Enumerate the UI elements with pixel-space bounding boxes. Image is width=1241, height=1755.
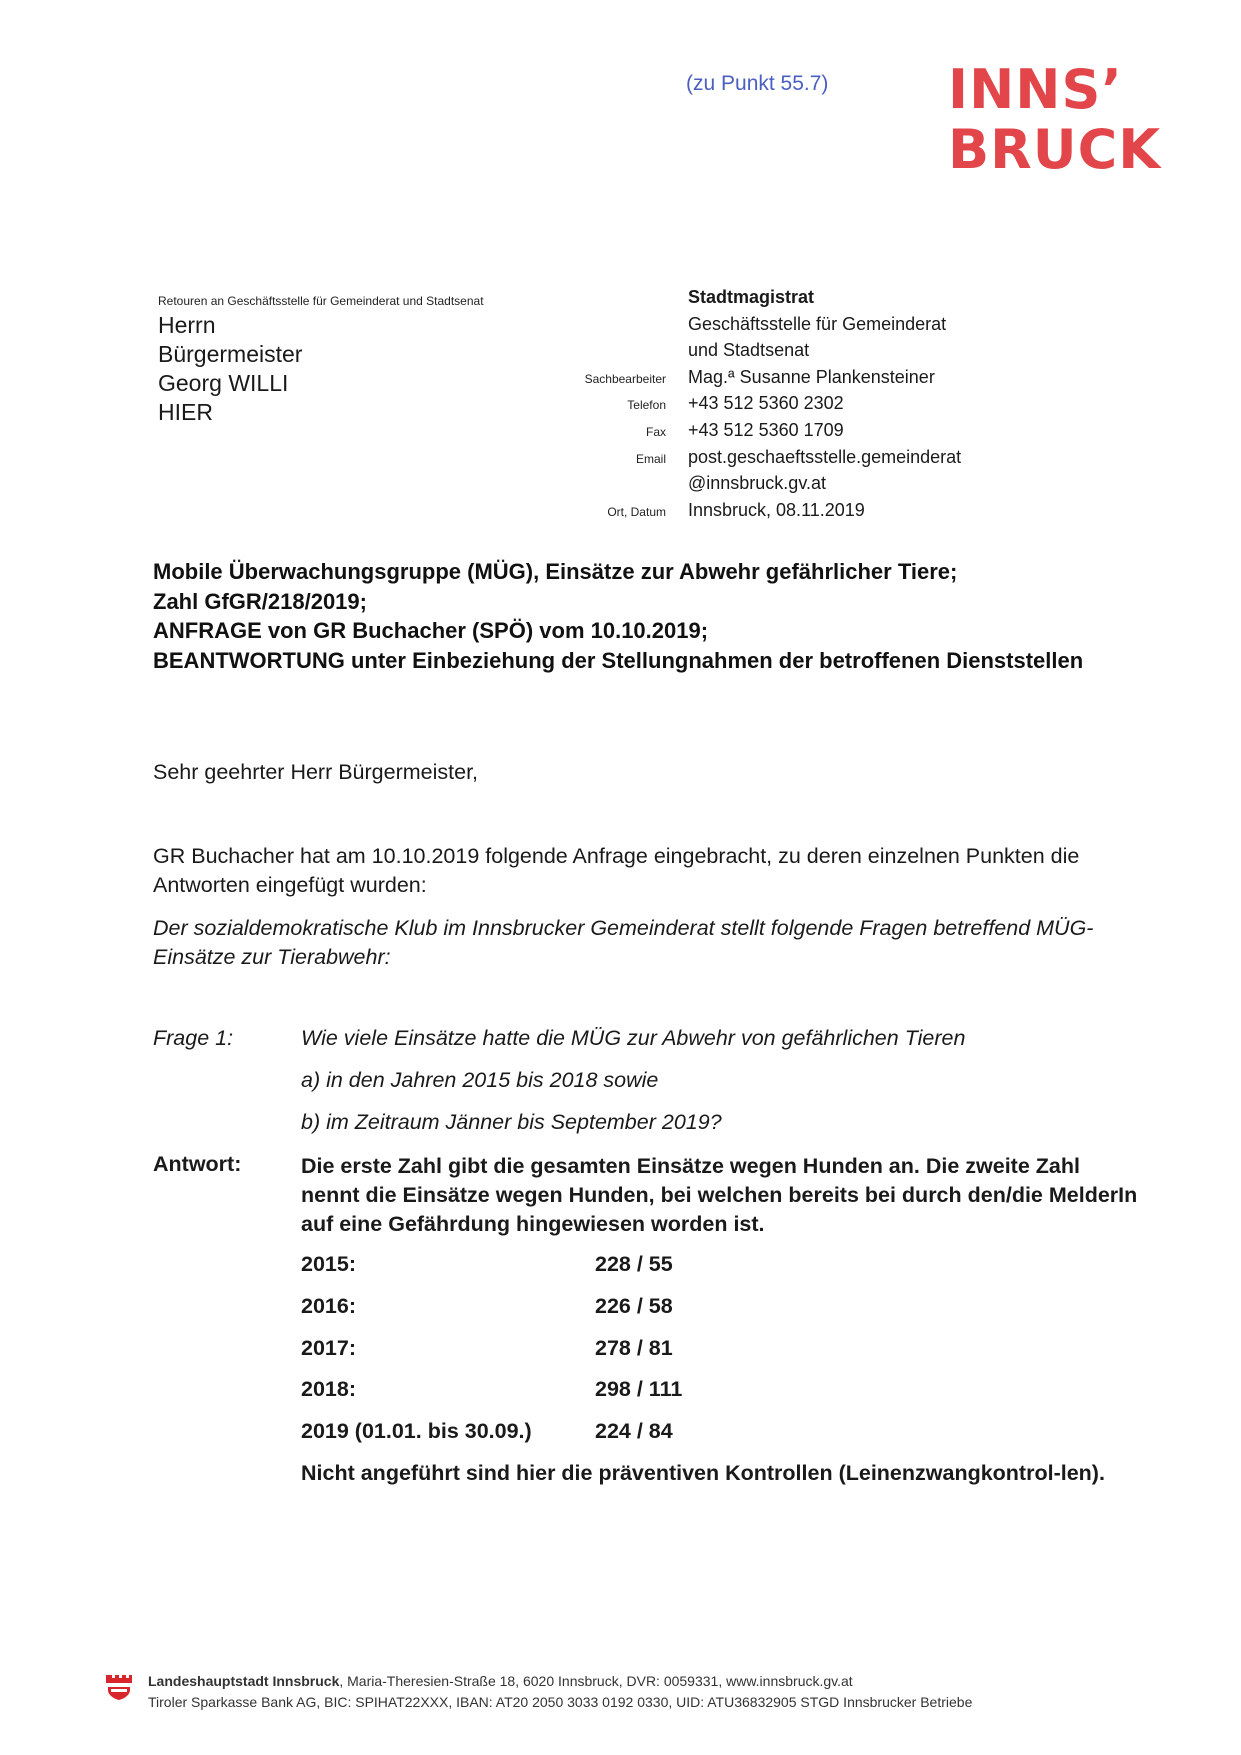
subject-line: BEANTWORTUNG unter Einbeziehung der Stellungnahmen der betroffenen Dienststellen — [153, 647, 1084, 673]
recipient-line: Georg WILLI — [158, 370, 289, 396]
question-label: Frage 1: — [153, 1026, 234, 1050]
inquiry-preamble: Der sozialdemokratische Klub im Innsbrucker Gemeinderat stellt folgende Fragen betreffend MÜG-Einsätze zur Tierabwehr: — [153, 916, 1094, 969]
phone-number: +43 512 5360 2302 — [688, 393, 844, 414]
deployment-statistics — [301, 1252, 682, 1461]
contact-value: Geschäftsstelle für Gemeinderat — [688, 313, 947, 334]
statistics-row — [301, 1336, 682, 1378]
city-crest-icon — [104, 1672, 134, 1702]
statistics-year: 2016: — [301, 1293, 356, 1318]
fax-number: +43 512 5360 1709 — [688, 419, 844, 440]
statistics-row — [301, 1377, 682, 1419]
contact-row — [540, 417, 1100, 444]
clerk-name: Mag.ª Susanne Plankensteiner — [688, 366, 935, 387]
contact-row — [540, 444, 1100, 471]
statistics-row — [301, 1294, 682, 1336]
question-line: Wie viele Einsätze hatte die MÜG zur Abwehr von gefährlichen Tieren — [301, 1026, 966, 1050]
contact-value: und Stadtsenat — [688, 340, 810, 361]
innsbruck-logo — [948, 56, 1190, 176]
recipient-line: Herrn — [158, 312, 216, 338]
subject-line: ANFRAGE von GR Buchacher (SPÖ) vom 10.10.2019; — [153, 618, 709, 643]
logo-line-1: INNS’ — [948, 58, 1123, 121]
statistics-year: 2017: — [301, 1335, 356, 1360]
statistics-year: 2015: — [301, 1252, 356, 1276]
contact-row — [540, 337, 1100, 364]
letter-footer — [148, 1671, 972, 1713]
place-date: Innsbruck, 08.11.2019 — [688, 499, 865, 520]
department-name: Stadtmagistrat — [688, 287, 815, 307]
contact-label: Sachbearbeiter — [584, 371, 666, 386]
recipient-address — [158, 311, 302, 427]
recipient-line: Bürgermeister — [158, 341, 303, 367]
recipient-line: HIER — [158, 399, 213, 425]
statistics-value: 226 / 58 — [595, 1293, 673, 1318]
footer-bank-line: Tiroler Sparkasse Bank AG, BIC: SPIHAT22XXX, IBAN: AT20 2050 3033 0192 0330, UID: ATU36832905 STGD Innsbrucker Betriebe — [148, 1694, 973, 1710]
statistics-year: 2019 (01.01. bis 30.09.) — [301, 1419, 532, 1444]
contact-label: Telefon — [627, 398, 666, 413]
sender-contact-block — [540, 284, 1100, 523]
footer-address: , Maria-Theresien-Straße 18, 6020 Innsbruck, DVR: 0059331, www.innsbruck.gv.at — [339, 1673, 853, 1689]
contact-label: Ort, Datum — [607, 504, 666, 519]
statistics-value: 278 / 81 — [595, 1335, 673, 1360]
answer-label: Antwort: — [153, 1152, 242, 1176]
return-address: Retouren an Geschäftsstelle für Gemeinderat und Stadtsenat — [158, 294, 484, 308]
footer-organization: Landeshauptstadt Innsbruck — [148, 1673, 340, 1689]
subject-line: Zahl GfGR/218/2019; — [153, 588, 367, 614]
contact-row — [540, 390, 1100, 417]
statistics-value: 298 / 111 — [595, 1377, 683, 1402]
statistics-value: 228 / 55 — [595, 1252, 673, 1276]
contact-row — [540, 311, 1100, 338]
logo-line-2: BRUCK — [948, 118, 1162, 176]
subject-heading — [153, 557, 1083, 675]
intro-paragraph: GR Buchacher hat am 10.10.2019 folgende Anfrage eingebracht, zu deren einzelnen Punkten die Antworten eingefügt wurden: — [153, 844, 1080, 897]
contact-row — [540, 364, 1100, 391]
contact-label: Email — [635, 451, 666, 466]
answer-note: Nicht angeführt sind hier die präventiven Kontrollen (Leinenzwangkontrol-len). — [301, 1461, 1105, 1485]
question-line: b) im Zeitraum Jänner bis September 2019? — [301, 1110, 722, 1134]
statistics-row — [301, 1252, 682, 1294]
agenda-item-note: (zu Punkt 55.7) — [686, 72, 829, 95]
footer-line — [148, 1671, 972, 1692]
contact-label: Fax — [645, 424, 666, 439]
answer-text: Die erste Zahl gibt die gesamten Einsätze wegen Hunden an. Die zweite Zahl nennt die Einsätze wegen Hunden, bei welchen bereits bei durch den/die MelderIn auf eine Gefährdung hingewiesen worden ist. — [301, 1154, 1138, 1236]
statistics-year: 2018: — [301, 1377, 356, 1402]
question-line: a) in den Jahren 2015 bis 2018 sowie — [301, 1068, 659, 1092]
statistics-row — [301, 1419, 682, 1461]
contact-row — [540, 470, 1100, 497]
subject-line: Mobile Überwachungsgruppe (MÜG), Einsätze zur Abwehr gefährlicher Tiere; — [153, 559, 958, 584]
email-address: post.geschaeftsstelle.gemeinderat — [688, 446, 962, 467]
contact-row — [540, 497, 1100, 524]
statistics-value: 224 / 84 — [595, 1419, 673, 1444]
email-domain: @innsbruck.gv.at — [688, 473, 826, 494]
contact-row — [540, 284, 1100, 311]
salutation: Sehr geehrter Herr Bürgermeister, — [153, 760, 479, 784]
question-text — [301, 1026, 965, 1152]
